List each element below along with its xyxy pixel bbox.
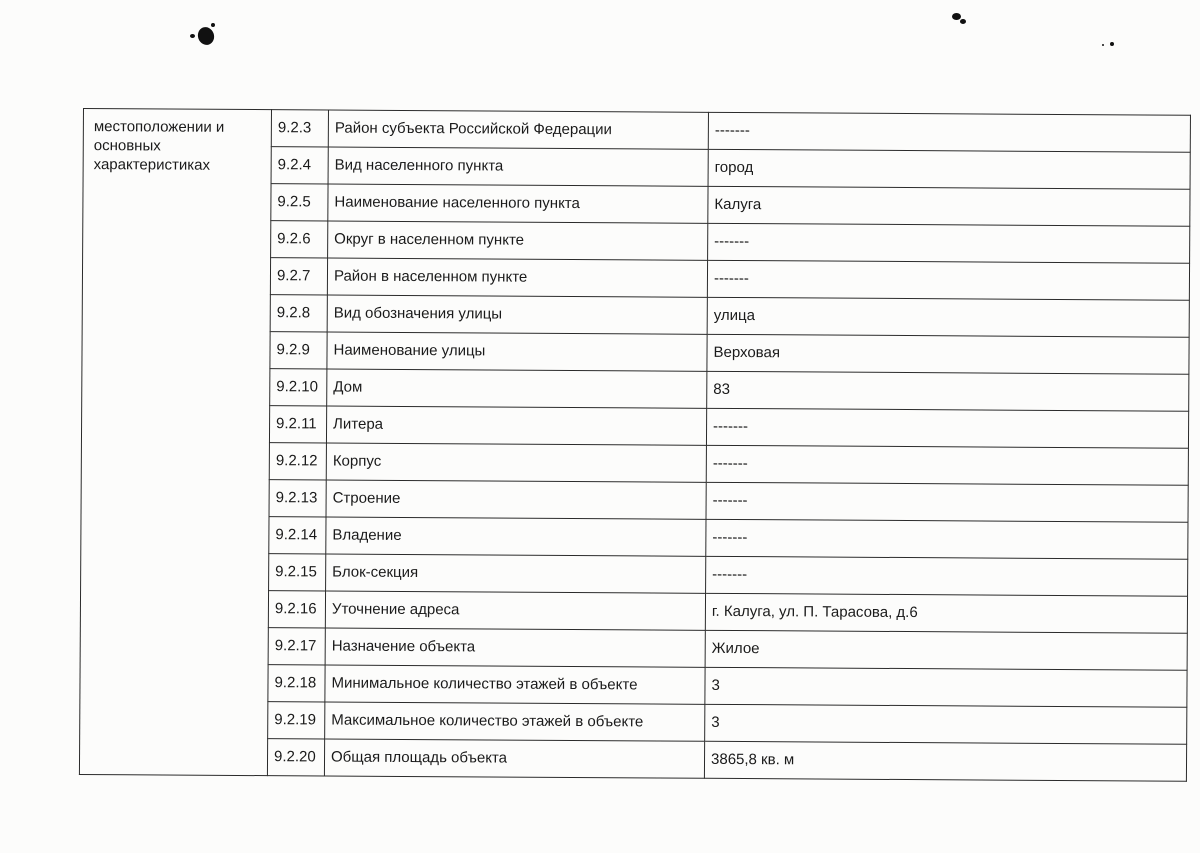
ink-blot [190, 34, 195, 38]
row-label: Литера [326, 406, 706, 445]
row-value: ------- [707, 260, 1189, 300]
row-number: 9.2.19 [268, 702, 325, 739]
row-value: ------- [708, 223, 1190, 263]
table-row [83, 109, 1190, 153]
row-number: 9.2.14 [269, 517, 326, 554]
row-value: 83 [707, 371, 1189, 411]
row-value: 3 [705, 704, 1187, 744]
row-number: 9.2.11 [269, 406, 326, 443]
row-label: Корпус [326, 443, 706, 482]
row-number: 9.2.7 [270, 258, 327, 295]
row-value: ------- [706, 519, 1188, 559]
row-number: 9.2.4 [271, 147, 328, 184]
row-label: Вид обозначения улицы [327, 295, 707, 334]
row-label: Район субъекта Российской Федерации [328, 110, 708, 149]
ink-blot [195, 25, 216, 47]
row-value: Жилое [705, 630, 1187, 670]
row-number: 9.2.10 [270, 369, 327, 406]
row-label: Строение [326, 480, 706, 519]
row-number: 9.2.15 [269, 554, 326, 591]
row-value: ------- [708, 112, 1190, 152]
row-number: 9.2.20 [267, 739, 324, 776]
row-value: ------- [706, 556, 1188, 596]
row-number: 9.2.13 [269, 480, 326, 517]
row-label: Наименование населенного пункта [328, 184, 708, 223]
row-label: Блок-секция [326, 554, 706, 593]
row-number: 9.2.3 [271, 110, 328, 147]
row-value: Калуга [708, 186, 1190, 226]
row-label: Уточнение адреса [325, 591, 705, 630]
row-label: Район в населенном пункте [327, 258, 707, 297]
row-label: Вид населенного пункта [328, 147, 708, 186]
row-value: 3 [705, 667, 1187, 707]
address-table [79, 108, 1191, 782]
row-number: 9.2.8 [270, 295, 327, 332]
row-number: 9.2.6 [271, 221, 328, 258]
row-value: ------- [706, 445, 1188, 485]
row-number: 9.2.12 [269, 443, 326, 480]
row-value: г. Калуга, ул. П. Тарасова, д.6 [705, 593, 1187, 633]
row-number: 9.2.16 [268, 591, 325, 628]
ink-blot [1102, 44, 1104, 46]
row-label: Дом [327, 369, 707, 408]
row-label: Округ в населенном пункте [328, 221, 708, 260]
ink-blot [960, 19, 966, 24]
row-value: улица [707, 297, 1189, 337]
ink-blot [211, 23, 215, 27]
row-value: 3865,8 кв. м [704, 741, 1186, 781]
row-number: 9.2.18 [268, 665, 325, 702]
row-number: 9.2.5 [271, 184, 328, 221]
row-label: Назначение объекта [325, 628, 705, 667]
row-value: ------- [706, 482, 1188, 522]
row-label: Общая площадь объекта [324, 739, 704, 778]
row-number: 9.2.9 [270, 332, 327, 369]
row-value: город [708, 149, 1190, 189]
section-label-cell: местоположении и основных характеристиках [79, 109, 271, 776]
row-label: Минимальное количество этажей в объекте [325, 665, 705, 704]
row-label: Наименование улицы [327, 332, 707, 371]
row-label: Максимальное количество этажей в объекте [325, 702, 705, 741]
row-value: Верховая [707, 334, 1189, 374]
row-value: ------- [706, 408, 1188, 448]
ink-blot [1110, 42, 1114, 46]
row-number: 9.2.17 [268, 628, 325, 665]
row-label: Владение [326, 517, 706, 556]
ink-blot [952, 13, 961, 20]
